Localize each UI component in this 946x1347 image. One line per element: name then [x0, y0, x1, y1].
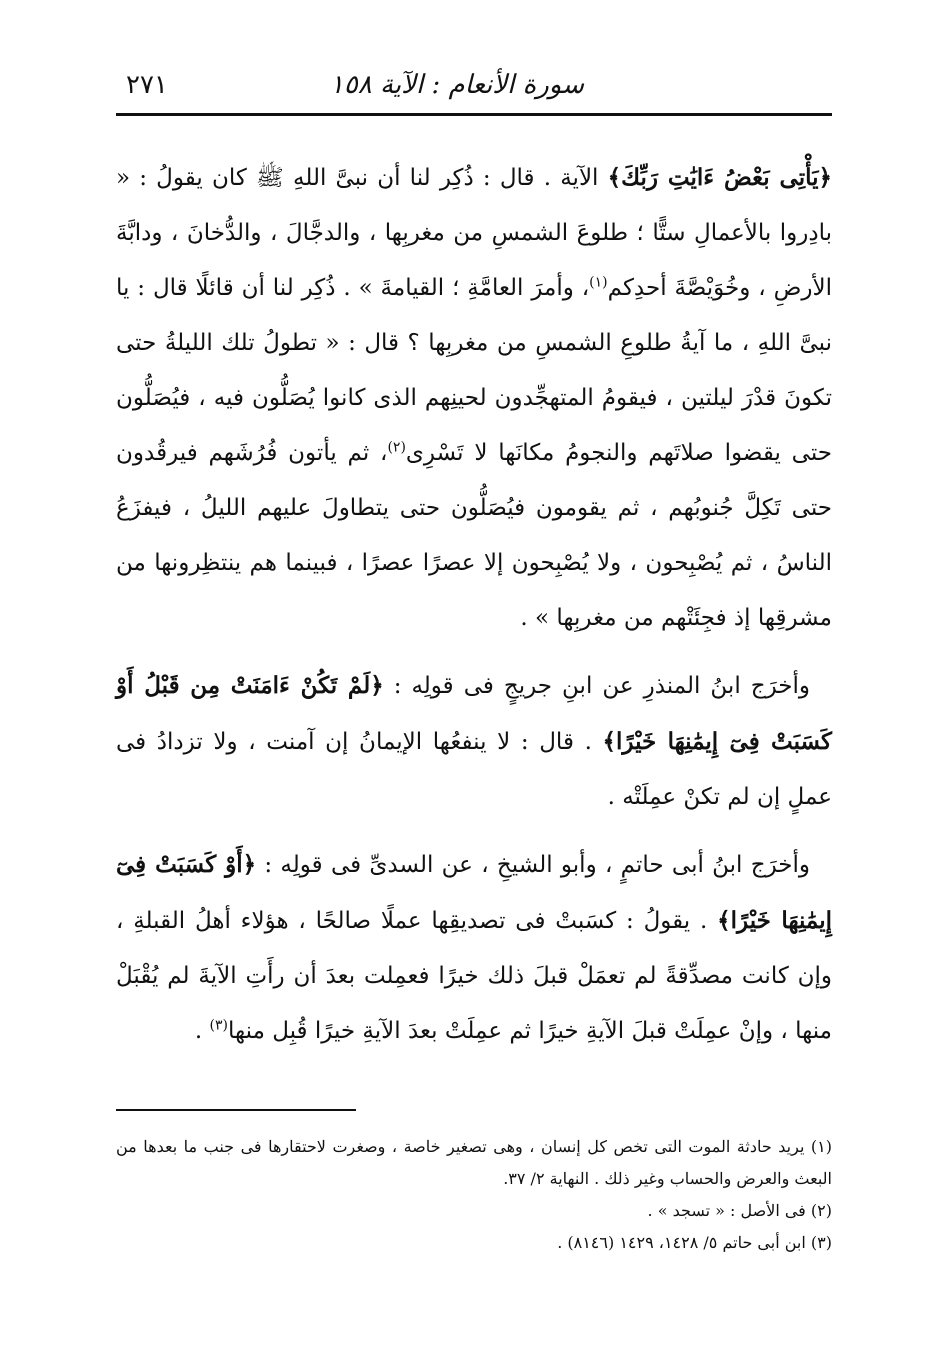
paragraph-text: الآية . قال : ذُكِر لنا أن نبىَّ اللهِ ﷺ كان يقولُ : « بادِروا بالأعمالِ ستًّا ؛ طلوعَ الشمسِ من مغربِها ، والدجَّالَ ، والدُّخانَ ، ودابَّةَ الأرضِ ، وخُوَيْصَّةَ أحدِكم — [116, 165, 832, 301]
quran-verse-text: يَأْتِى بَعْضُ ءَايَٰتِ رَبِّكَ — [621, 164, 819, 191]
footnote-3: (٣) ابن أبى حاتم ٥/ ١٤٢٨، ١٤٢٩ (٨١٤٦) . — [557, 1233, 832, 1252]
quran-verse: ﴿يَأْتِى بَعْضُ ءَايَٰتِ رَبِّكَ﴾ — [607, 164, 832, 191]
paragraph-text: . يقولُ : كسَبتْ فى تصديقِها عملًا صالحًا ، هؤلاء أهلُ القبلةِ ، وإن كانت مصدِّقةً لم تعمَلْ قبلَ ذلك خيرًا فعمِلت بعدَ أن رأَتِ الآيةَ لم يُقْبَلْ منها ، وإنْ عمِلَتْ قبلَ الآيةِ خيرًا ثم عمِلَتْ بعدَ الآيةِ خيرًا قُبِل منها — [116, 908, 832, 1044]
footnote-2: (٢) فى الأصل : « تسجد » . — [647, 1201, 832, 1220]
surah-title: سورة الأنعام : الآية ١٥٨ — [329, 70, 584, 100]
paragraph-3 — [116, 837, 832, 1059]
quran-verse-text: لَمْ تَكُنْ ءَامَنَتْ مِن قَبْلُ أَوْ كَسَبَتْ فِىٓ إِيمَٰنِهَا خَيْرًا — [116, 672, 833, 755]
paragraph-text: ، وأمرَ العامَّةِ ؛ القيامةَ » . ذُكِر لنا أن قائلًا قال : يا نبىَّ اللهِ ، ما آيةُ طلوعِ الشمسِ من مغربِها ؟ قال : « تطولُ تلك الليلةُ حتى تكونَ قدْرَ ليلتين ، فيقومُ المتهجِّدون لحينِهم الذى كانوا يُصَلُّون فيه ، فيُصَلُّون حتى يقضوا صلاتَهم والنجومُ مكانَها لا تَسْرِى — [116, 275, 833, 466]
footnote-ref-1[interactable]: (١) — [589, 274, 608, 291]
quran-verse: ﴿لَمْ تَكُنْ ءَامَنَتْ مِن قَبْلُ أَوْ كَسَبَتْ فِىٓ إِيمَٰنِهَا خَيْرًا﴾ — [116, 672, 833, 755]
page-header — [116, 60, 832, 116]
page — [116, 60, 832, 1259]
quran-verse-text: أَوْ كَسَبَتْ فِىٓ إِيمَٰنِهَا خَيْرًا — [116, 851, 833, 934]
paragraph-1 — [116, 150, 832, 646]
footnotes — [116, 1131, 832, 1259]
page-number: ٢٧١ — [126, 70, 168, 100]
paragraph-text: . قال : لا ينفعُها الإيمانُ إن آمنت ، ولا تزدادُ فى عملٍ إن لم تكنْ عمِلَتْه . — [116, 729, 832, 810]
paragraph-2 — [116, 658, 832, 825]
paragraph-text: ، ثم يأتون فُرُشَهم فيرقُدون حتى تَكِلَّ جُنوبُهم ، ثم يقومون فيُصَلُّون حتى يتطاولَ عليهم الليلُ ، فيفزَعُ الناسُ ، ثم يُصْبِحون ، ولا يُصْبِحون إلا عصرًا عصرًا ، فبينما هم ينتظِرونها من مشرقِها إذ فجِئَتْهم من مغربِها » . — [116, 440, 832, 631]
main-text — [116, 150, 832, 1059]
paragraph-text: . — [194, 1018, 210, 1044]
footnote-ref-3[interactable]: (٣) — [209, 1017, 229, 1034]
header-rule — [116, 113, 832, 116]
paragraph-text: وأخرَج ابنُ أبى حاتمٍ ، وأبو الشيخِ ، عن السدىِّ فى قولِه : — [256, 852, 810, 878]
paragraph-text: وأخرَج ابنُ المنذرِ عن ابنِ جريجٍ فى قولِه : — [383, 673, 810, 699]
footnote-rule — [116, 1109, 356, 1111]
footnote-1: (١) يريد حادثة الموت التى تخص كل إنسان ، وهى تصغير خاصة ، وصغرت لاحتقارها فى جنب ما بعدها من البعث والعرض والحساب وغير ذلك . النهاية ٢/ ٣٧. — [116, 1137, 833, 1188]
footnote-ref-2[interactable]: (٢) — [387, 439, 406, 456]
quran-verse: ﴿أَوْ كَسَبَتْ فِىٓ إِيمَٰنِهَا خَيْرًا﴾ — [116, 851, 833, 934]
